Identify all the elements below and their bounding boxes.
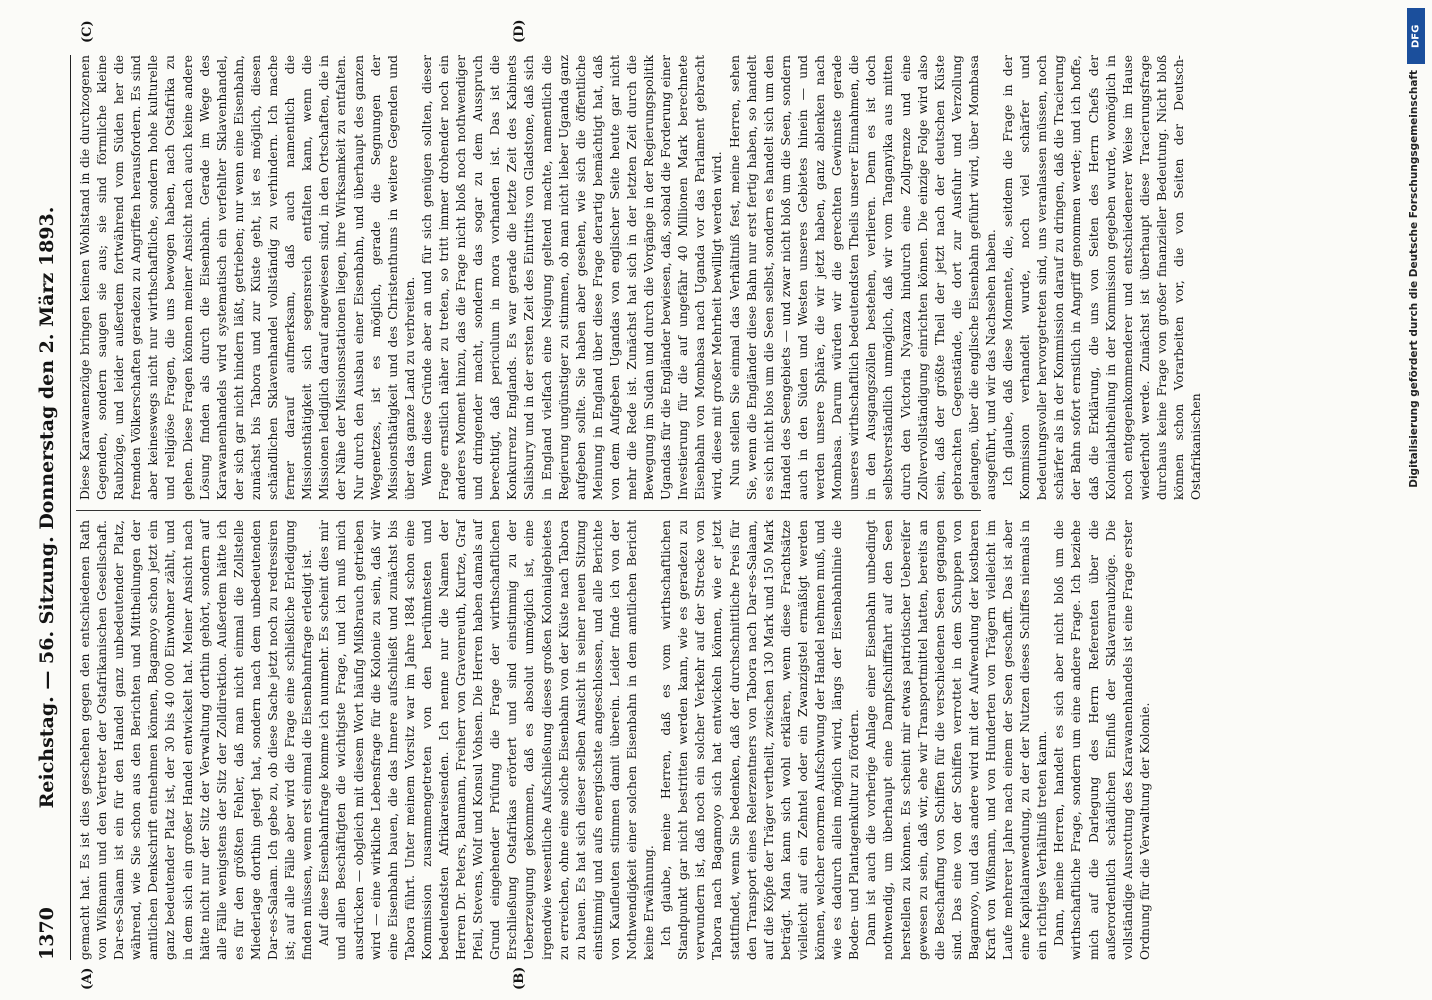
paragraph: Ich glaube, meine Herren, daß es vom wirthschaftlichen Standpunkt gar nicht bestritten werden kann, wie es geradezu zu verwundern ist, daß noch ein solcher Verkehr auf der Strecke von Tabora nach Bagamoyo sich hat entwickeln können, wie er jetzt stattfindet, wenn Sie bedenken, daß der durchschnittliche Preis für den Transport eines Relerzentners von Tabora nach Dar-es-Salaam, auf die Köpfe der Träger vertheilt, zwischen 130 Mark und 150 Mark beträgt. Man kann sich wohl erklären, wenn diese Frachtsätze vielleicht auf ein Zehntel oder ein Zwanzigstel ermäßigt werden können, welcher enormen Aufschwung der Handel nehmen muß, und wie es dadurch allein möglich wird, längs der Eisenbahnlinie die Boden- und Plantagenkultur zu fördern.	[658, 520, 862, 960]
left-column	[76, 520, 1152, 960]
margin-mark-b: (B)	[512, 966, 527, 990]
margin-mark-a: (A)	[80, 967, 95, 990]
paragraph: Ich glaube, daß diese Momente, die, seitdem die Frage in der Kommission verhandelt wurde, noch viel schärfer und bedeutungsvoller hervorgetreten sind, uns veranlassen müssen, noch schärfer als in der Kommission darauf zu dringen, daß die Tracierung der Bahn sofort ernstlich in Angriff genommen werde; und ich hoffe, daß die Erklärung, die uns von Seiten des Herrn Chefs der Kolonialabtheilung in der Kommission gegeben wurde, womöglich in noch entgegenkommenderer und entschiedenerer Weise im Hause wiederholt werde. Zunächst ist überhaupt diese Tracierungsfrage durchaus keine Frage von großer finanzieller Bedeutung. Nicht bloß können schon Vorarbeiten vor, die von Seiten der Deutsch-Ostafrikanischen	[1000, 55, 1204, 500]
margin-mark-c: (C)	[80, 20, 95, 43]
margin-mark-d: (D)	[512, 19, 527, 43]
paragraph: Wenn diese Gründe aber an und für sich genügen sollten, dieser Frage ernstlich näher zu treten, so tritt immer drohender noch ein anderes Moment hinzu, das die Frage nicht bloß noch nothwendiger und dringender macht, sondern das sogar zu dem Ausspruch berechtigt, daß periculum in mora vorhanden ist. Das ist die Konkurrenz Englands. Es war gerade die letzte Zeit des Kabinets Salisbury und in der ersten Zeit des Eintritts von Gladstone, daß sich in England vielfach eine Neigung geltend machte, namentlich die Regierung ungünstiger zu stimmen, ob man nicht lieber Uganda ganz aufgeben sollte. Sie haben aber gesehen, wie sich die öffentliche Meinung in England über diese Frage derartig bemächtigt hat, daß von dem Aufgeben Ugandas von englischer Seite heute gar nicht mehr die Rede ist. Zunächst hat sich in der letzten Zeit durch die Bewegung im Sudan und durch die Vorgänge in der Regierungspolitik Ugandas für die Engländer bewiesen, daß, sobald die Forderung einer Investierung für die auf ungefähr 40 Millionen Mark berechnete Eisenbahn von Mombasa nach Uganda vor das Parlament gebracht wird, diese mit großer Mehrheit bewilligt werden wird.	[418, 55, 725, 500]
page-number: 1370	[36, 907, 58, 960]
paragraph: Diese Karawanenzüge bringen keinen Wohlstand in die durchzogenen Gegenden, sondern saugen sie aus; sie sind förmliche kleine Raubzüge, und leider außerdem fortwährend vom Süden her die fremden Völkerschaften geradezu zu Angriffen herausfordern. Es sind aber keineswegs nicht nur wirthschaftliche, sondern hohe kulturelle und religiöse Fragen, die uns bewogen haben, nach Ostafrika zu gehen. Diese Fragen können meiner Ansicht nach auch keine andere Lösung finden als durch die Eisenbahn. Gerade im Wege des Karawanenhandels wird systematisch ein verfehlter Sklavenhandel, der sich gar nicht hindern läßt, getrieben; nur wenn eine Eisenbahn, zunächst bis Tabora und zur Küste geht, ist es möglich, diesen schändlichen Sklavenhandel vollständig zu verhindern. Ich mache ferner darauf aufmerksam, daß auch namentlich die Missionsthätigkeit sich segensreich entfalten kann, wenn die Missionen lediglich darauf angewiesen sind, in den Ortschaften, die in der Nähe der Missionsstationen liegen, ihre Wirksamkeit zu entfalten. Nur durch den Ausbau einer Eisenbahn, und überhaupt des ganzen Wegenetzes, ist es möglich, gerade die Segnungen der Missionsthätigkeit und des Christenthums in weitere Gegenden und über das ganze Land zu verbreiten.	[77, 55, 417, 500]
page-header	[30, 55, 71, 960]
paragraph: Nun stellen Sie einmal das Verhältniß fest, meine Herren, sehen Sie, wenn die Engländer diese Bahn nur erst fertig haben, so handelt es sich nicht blos um die Seen selbst, sondern es handelt sich um den Handel des Seengebiets — und zwar nicht bloß um die Seen, sondern auch in den Süden und Westen unseres Gebietes hinein — und werden unsere Sphäre, die wir jetzt haben, ganz ablenken nach Mombasa. Darum würden wir die gerechten Gewinnste gerade unseres wirthschaftlich bedeutendsten Theils unserer Einnahmen, die in den Ausgangszöllen bestehen, verlieren. Denn es ist doch selbstverständlich unmöglich, daß wir vom Tanganyika aus mitten durch den Victoria Nyanza hindurch eine Zollgrenze und eine Zollvervollständigung einrichten können. Die einzige Folge wird also sein, daß der größte Theil der jetzt nach der deutschen Küste gebrachten Gegenstände, die dort zur Ausfuhr und Verzollung gelangen, über die englische Eisenbahn geführt wird, über Mombasa ausgeführt, und wir das Nachsehen haben.	[726, 55, 998, 500]
digitization-footer	[1404, 8, 1428, 992]
column-divider	[76, 510, 981, 511]
paragraph: Auf diese Eisenbahnfrage komme ich nunmehr. Es scheint dies mir und allen Beschäftigten die wichtigste Frage, und ich muß mich ausdrücken — obgleich mit diesem Wort häufig Mißbrauch getrieben wird — eine wirkliche Lebensfrage für die Kolonie zu sein, daß wir eine Eisenbahn bauen, die das Innere aufschließt und zunächst bis Tabora führt. Unter meinem Vorsitz war im Jahre 1884 schon eine Kommission zusammengetreten von den berühmtesten und bedeutendsten Afrikareisenden. Ich nenne nur die Namen der Herren Dr. Peters, Baumann, Freiherr von Gravenreuth, Kurtze, Graf Pfeil, Stevens, Wolf und Konsul Vohsen. Die Herren haben damals auf Grund eingehender Prüfung die Frage der wirthschaftlichen Erschließung Ostafrikas erörtert und sind einstimmig zu der Ueberzeugung gekommen, daß es absolut unmöglich ist, eine irgendwie wesentliche Aufschließung dieses großen Kolonialgebietes zu erreichen, ohne eine solche Eisenbahn von der Küste nach Tabora zu bauen. Es hat sich dieser selben Ansicht in seiner neuen Sitzung einstimmig und aufs energischste angeschlossen, und alle Berichte von Kaufleuten stimmen damit überein. Leider finde ich von der Nothwendigkeit einer solchen Eisenbahn in dem amtlichen Bericht keine Erwähnung.	[316, 520, 657, 960]
right-column	[76, 55, 1204, 500]
newspaper-sheet	[12, 0, 1402, 1000]
dfg-logo: DFG	[1407, 8, 1425, 64]
running-title: Reichstag. — 56. Sitzung. Donnerstag den 2. März 1893.	[36, 206, 58, 809]
paragraph: gemacht hat. Es ist dies geschehen gegen den entschiedenen Rath von Wißmann und den Vertreter der Ostafrikanischen Gesellschaft. Dar-es-Salaam ist ein für den Handel ganz unbedeutender Platz, während, wie Sie schon aus den Berichten und Mittheilungen der amtlichen Denkschrift entnehmen können, Bagamoyo schon jetzt ein ganz bedeutender Platz ist, der 30 bis 40 000 Einwohner zählt, und in dem sich ein großer Handel entwickelt hat. Meiner Ansicht nach hätte nicht nur der Sitz der Verwaltung dorthin gehört, sondern auf alle Fälle wenigstens der Sitz der Zolldirektion. Außerdem hätte ich es für den größten Fehler, daß man nicht einmal die Zollstelle Miederlage dorthin gelegt hat, sondern nach dem unbedeutenden Dar-es-Salaam. Ich gebe zu, ob diese Sache jetzt noch zu redressiren ist; auf alle Fälle aber wird die Frage eine schließliche Erledigung finden müssen, wenn erst einmal die Eisenbahnfrage erledigt ist.	[77, 520, 315, 960]
paragraph: Dann ist auch die vorherige Anlage einer Eisenbahn unbedingt nothwendig, um überhaupt eine Dampfschifffahrt auf den Seen herstellen zu können. Es scheint mir etwas patriotischer Uebereifer gewesen zu sein, daß wir, ehe wir Transportmittel hatten, bereits an die Beschaffung von Schiffen für die verschiedenen Seen gegangen sind. Das eine von der Schiffen verrottet in dem Schuppen von Bagamoyo, und das andere wird mit der Aufwendung der kostbaren Kraft von Wißmann, und von Hunderten von Trägern vielleicht im Laufe mehrerer Jahre nach einem der Seen geschafft. Das ist aber eine Kapitalanwendung, zu der der Nutzen dieses Schiffes niemals in ein richtiges Verhältniß treten kann.	[863, 520, 1050, 960]
digitization-note: Digitalisierung gefördert durch die Deutsche Forschungsgemeinschaft	[1408, 70, 1420, 488]
paragraph: Dann, meine Herren, handelt es sich aber nicht bloß um die wirthschaftliche Frage, sondern um eine andere Frage. Ich beziehe mich auf die Darlegung des Herrn Referenten über die außerordentlich schädlichen Einfluß der Sklavenraubzüge. Die vollständige Ausrottung des Karawanenhandels ist eine Frage erster Ordnung für die Verwaltung der Kolonie.	[1051, 520, 1152, 960]
